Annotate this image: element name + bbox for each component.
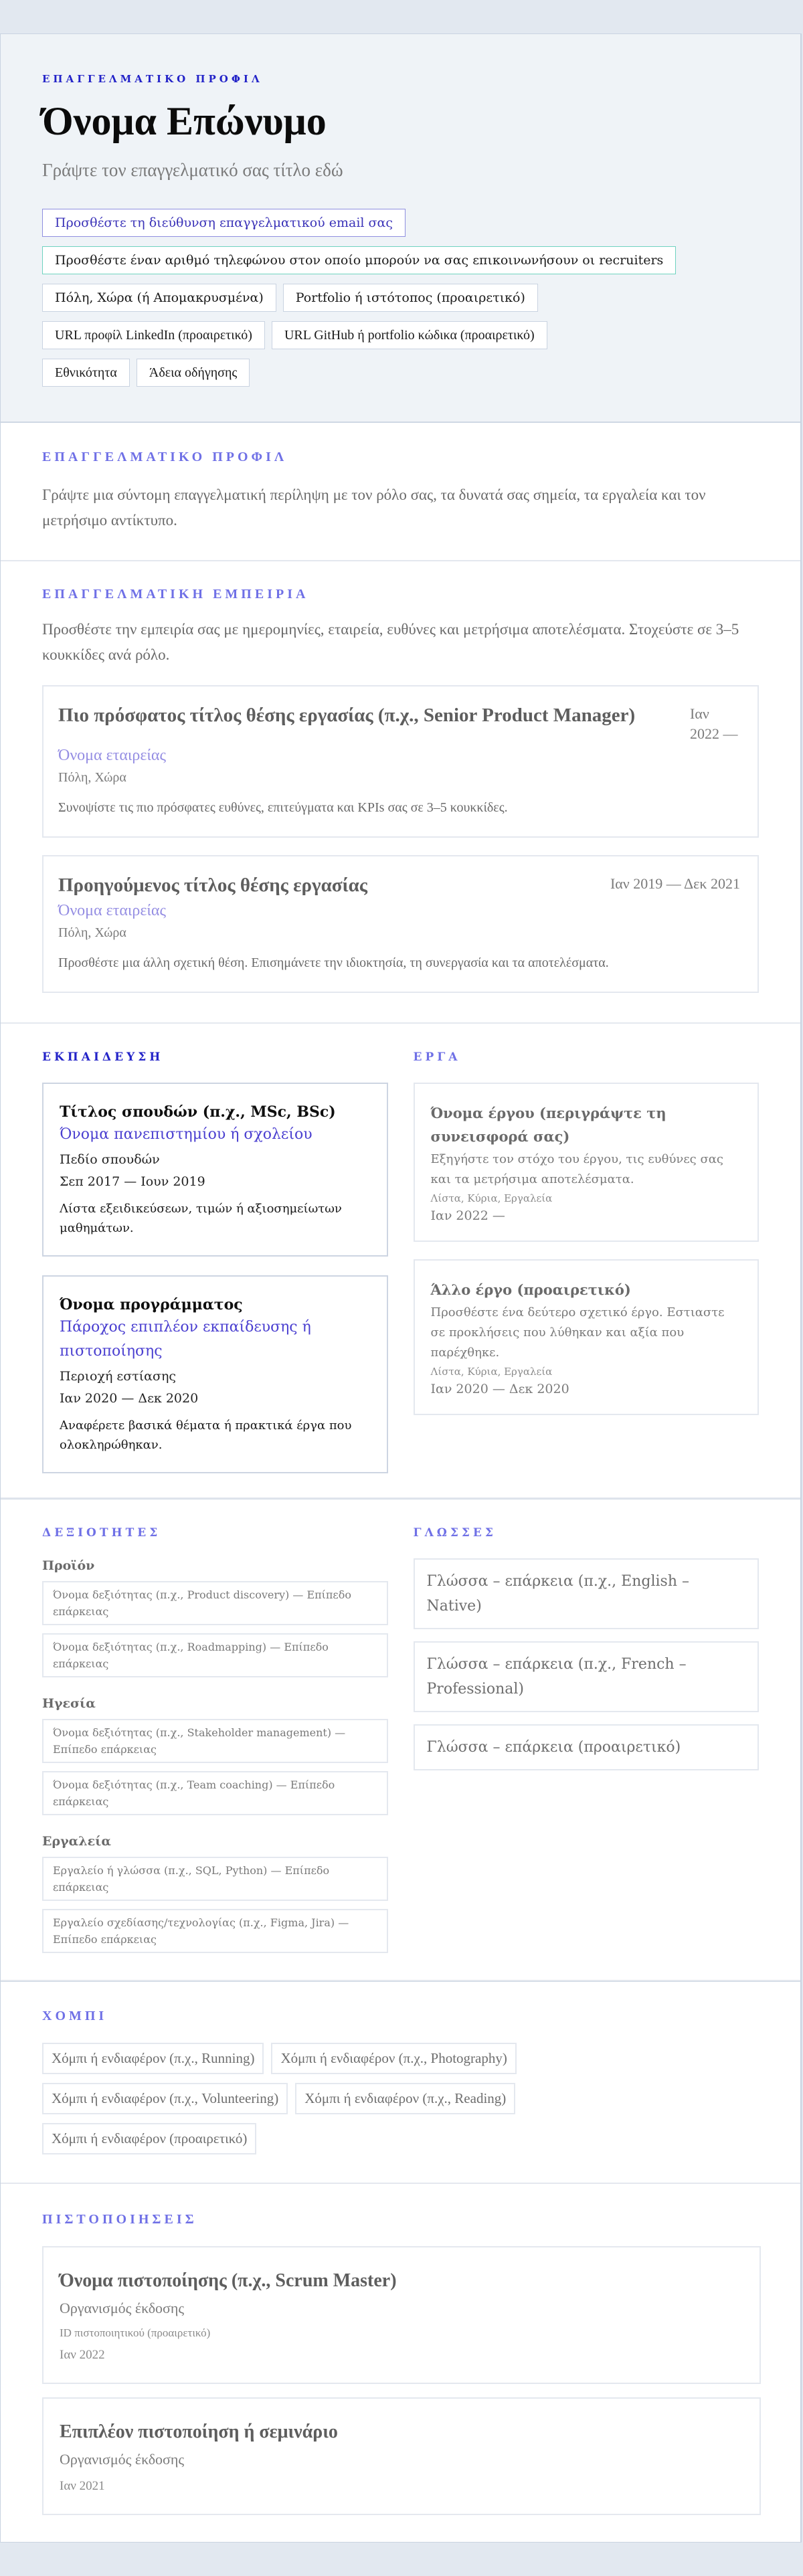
hobbies-section xyxy=(1,1981,800,2184)
certifications-title: ΠΙΣΤΟΠΟΙΗΣΕΙΣ xyxy=(42,2212,197,2227)
full-name[interactable]: Όνομα Επώνυμο xyxy=(42,99,327,143)
experience-section xyxy=(1,561,800,1024)
chip-row-personal xyxy=(42,359,759,387)
linkedin-field[interactable]: URL προφίλ LinkedIn (προαιρετικό) xyxy=(42,321,265,349)
project-card[interactable] xyxy=(414,1259,760,1415)
education-dates[interactable]: Σεπ 2017 — Ιουν 2019 xyxy=(60,1174,205,1189)
job-company[interactable]: Όνομα εταιρείας xyxy=(58,902,166,919)
education-card[interactable] xyxy=(42,1275,388,1473)
phone-field[interactable]: Προσθέστε έναν αριθμό τηλεφώνου στον οποίο μπορούν να σας επικοινωνήσουν οι recruiters xyxy=(42,246,676,274)
job-title[interactable]: Προηγούμενος τίτλος θέσης εργασίας xyxy=(58,875,367,896)
job-description[interactable]: Προσθέστε μια άλλη σχετική θέση. Επισημάνετε την ιδιοκτησία, τη συνεργασία και τα αποτελέσματα. xyxy=(58,955,609,970)
hobby-chip[interactable]: Χόμπι ή ενδιαφέρον (π.χ., Reading) xyxy=(295,2083,515,2114)
skill-group-label: Εργαλεία xyxy=(42,1834,111,1849)
project-dates[interactable]: Ιαν 2020 — Δεκ 2020 xyxy=(430,1382,569,1396)
job-header xyxy=(58,701,740,744)
location-field[interactable]: Πόλη, Χώρα (ή Απομακρυσμένα) xyxy=(42,284,276,312)
degree-title[interactable]: Όνομα προγράμματος xyxy=(60,1296,243,1313)
job-card[interactable] xyxy=(42,685,759,838)
job-dates[interactable]: Ιαν 2019 — Δεκ 2021 xyxy=(610,875,740,892)
hobby-chip[interactable]: Χόμπι ή ενδιαφέρον (π.χ., Photography) xyxy=(271,2043,516,2074)
certification-name[interactable]: Επιπλέον πιστοποίηση ή σεμινάριο xyxy=(60,2421,338,2442)
hobbies-title: ΧΟΜΠΙ xyxy=(42,2009,108,2023)
certification-date[interactable]: Ιαν 2021 xyxy=(60,2479,105,2493)
header-eyebrow: ΕΠΑΓΓΕΛΜΑΤΙΚΟ ΠΡΟΦΙΛ xyxy=(42,73,263,85)
school-name[interactable]: Πάροχος επιπλέον εκπαίδευσης ή πιστοποίησης xyxy=(60,1319,311,1360)
project-dates[interactable]: Ιαν 2022 — xyxy=(430,1208,505,1223)
education-dates[interactable]: Ιαν 2020 — Δεκ 2020 xyxy=(60,1391,199,1406)
skill-item[interactable]: Εργαλείο σχεδίασης/τεχνολογίας (π.χ., Figma, Jira) — Επίπεδο επάρκειας xyxy=(42,1909,388,1953)
education-column xyxy=(42,1050,388,1473)
experience-intro[interactable]: Προσθέστε την εμπειρία σας με ημερομηνίες, εταιρεία, ευθύνες και μετρήσιμα αποτελέσματα. Στοχεύστε σε 3–5 κουκκίδες ανά ρόλο. xyxy=(42,621,739,663)
project-card[interactable] xyxy=(414,1083,760,1242)
portfolio-field[interactable]: Portfolio ή ιστότοπος (προαιρετικό) xyxy=(283,284,538,312)
certification-card[interactable] xyxy=(42,2246,761,2384)
certifications-section xyxy=(1,2184,800,2542)
job-dates[interactable]: Ιαν 2022 — xyxy=(690,705,738,742)
languages-list xyxy=(414,1558,760,1770)
field-of-study[interactable]: Περιοχή εστίασης xyxy=(60,1369,177,1384)
chip-row-phone xyxy=(42,246,759,274)
skill-item[interactable]: Όνομα δεξιότητας (π.χ., Roadmapping) — Επίπεδο επάρκειας xyxy=(42,1633,388,1677)
nationality-field[interactable]: Εθνικότητα xyxy=(42,359,130,387)
skill-group-label: Ηγεσία xyxy=(42,1696,96,1711)
job-location[interactable]: Πόλη, Χώρα xyxy=(58,925,126,940)
school-name[interactable]: Όνομα πανεπιστημίου ή σχολείου xyxy=(60,1126,313,1143)
job-card[interactable] xyxy=(42,855,759,993)
resume-header xyxy=(1,34,800,423)
languages-title: ΓΛΩΣΣΕΣ xyxy=(413,1526,497,1540)
hobbies-list xyxy=(42,2043,698,2154)
resume-page xyxy=(0,33,802,2543)
summary-title: ΕΠΑΓΓΕΛΜΑΤΙΚΟ ΠΡΟΦΙΛ xyxy=(42,450,288,464)
education-description[interactable]: Λίστα εξειδικεύσεων, τιμών ή αξιοσημείωτων μαθημάτων. xyxy=(60,1202,342,1235)
project-name[interactable]: Όνομα έργου (περιγράψτε τη συνεισφορά σας) xyxy=(430,1105,666,1145)
skill-item[interactable]: Όνομα δεξιότητας (π.χ., Team coaching) — Επίπεδο επάρκειας xyxy=(42,1771,388,1815)
chip-row-links xyxy=(42,321,759,349)
skills-title: ΔΕΞΙΟΤΗΤΕΣ xyxy=(42,1526,161,1540)
certification-issuer[interactable]: Οργανισμός έκδοσης xyxy=(60,2451,185,2468)
hobby-chip[interactable]: Χόμπι ή ενδιαφέρον (π.χ., Volunteering) xyxy=(42,2083,288,2114)
email-field[interactable]: Προσθέστε τη διεύθυνση επαγγελματικού email σας xyxy=(42,209,406,237)
summary-section xyxy=(1,423,800,561)
project-description[interactable]: Προσθέστε ένα δεύτερο σχετικό έργο. Εστιαστε σε προκλήσεις που λύθηκαν και αξία που παρέχθηκε. xyxy=(430,1305,725,1360)
certification-id[interactable]: ID πιστοποιητικού (προαιρετικό) xyxy=(60,2326,211,2339)
project-tags[interactable]: Λίστα, Κύρια, Εργαλεία xyxy=(430,1366,553,1378)
certification-date[interactable]: Ιαν 2022 xyxy=(60,2348,105,2362)
professional-title[interactable]: Γράψτε τον επαγγελματικό σας τίτλο εδώ xyxy=(42,160,343,180)
education-title: ΕΚΠΑΙΔΕΥΣΗ xyxy=(42,1050,164,1064)
hobby-chip[interactable]: Χόμπι ή ενδιαφέρον (προαιρετικό) xyxy=(42,2123,256,2154)
language-item[interactable]: Γλώσσα – επάρκεια (π.χ., English – Native) xyxy=(414,1558,760,1629)
education-description[interactable]: Αναφέρετε βασικά θέματα ή πρακτικά έργα που ολοκληρώθηκαν. xyxy=(60,1418,352,1452)
skill-item[interactable]: Όνομα δεξιότητας (π.χ., Stakeholder management) — Επίπεδο επάρκειας xyxy=(42,1719,388,1763)
job-description[interactable]: Συνοψίστε τις πιο πρόσφατες ευθύνες, επιτεύγματα και KPIs σας σε 3–5 κουκκίδες. xyxy=(58,800,508,815)
degree-title[interactable]: Τίτλος σπουδών (π.χ., MSc, BSc) xyxy=(60,1103,336,1121)
project-description[interactable]: Εξηγήστε τον στόχο του έργου, τις ευθύνες σας και τα μετρήσιμα αποτελέσματα. xyxy=(430,1152,723,1186)
language-item[interactable]: Γλώσσα – επάρκεια (π.χ., French – Professional) xyxy=(414,1641,760,1712)
projects-column xyxy=(414,1050,760,1473)
job-header xyxy=(58,871,740,899)
field-of-study[interactable]: Πεδίο σπουδών xyxy=(60,1152,160,1167)
skills-languages-section xyxy=(1,1499,800,1981)
projects-title: ΕΡΓΑ xyxy=(413,1050,461,1064)
education-projects-section xyxy=(1,1024,800,1499)
certification-card[interactable] xyxy=(42,2397,761,2515)
language-item[interactable]: Γλώσσα – επάρκεια (προαιρετικό) xyxy=(414,1724,760,1770)
skill-item[interactable]: Όνομα δεξιότητας (π.χ., Product discovery) — Επίπεδο επάρκειας xyxy=(42,1581,388,1625)
skill-group-label: Προϊόν xyxy=(42,1558,95,1573)
job-location[interactable]: Πόλη, Χώρα xyxy=(58,770,126,785)
chip-row-email xyxy=(42,209,759,237)
job-company[interactable]: Όνομα εταιρείας xyxy=(58,747,166,764)
summary-text[interactable]: Γράψτε μια σύντομη επαγγελματική περίληψη με τον ρόλο σας, τα δυνατά σας σημεία, τα εργαλεία και τον μετρήσιμο αντίκτυπο. xyxy=(42,486,706,529)
driving-license-field[interactable]: Άδεια οδήγησης xyxy=(137,359,250,387)
job-title[interactable]: Πιο πρόσφατος τίτλος θέσης εργασίας (π.χ., Senior Product Manager) xyxy=(58,705,636,726)
project-tags[interactable]: Λίστα, Κύρια, Εργαλεία xyxy=(430,1192,553,1204)
contact-chips xyxy=(42,209,759,387)
certification-name[interactable]: Όνομα πιστοποίησης (π.χ., Scrum Master) xyxy=(60,2270,397,2291)
education-card[interactable] xyxy=(42,1083,388,1257)
hobby-chip[interactable]: Χόμπι ή ενδιαφέρον (π.χ., Running) xyxy=(42,2043,264,2074)
experience-title: ΕΠΑΓΓΕΛΜΑΤΙΚΗ ΕΜΠΕΙΡΙΑ xyxy=(42,587,309,602)
chip-row-location xyxy=(42,284,759,312)
languages-column xyxy=(414,1526,760,1953)
skill-item[interactable]: Εργαλείο ή γλώσσα (π.χ., SQL, Python) — Επίπεδο επάρκειας xyxy=(42,1857,388,1901)
project-name[interactable]: Άλλο έργο (προαιρετικό) xyxy=(430,1281,631,1298)
certification-issuer[interactable]: Οργανισμός έκδοσης xyxy=(60,2300,185,2316)
github-field[interactable]: URL GitHub ή portfolio κώδικα (προαιρετικό) xyxy=(272,321,547,349)
skills-column xyxy=(42,1526,388,1953)
